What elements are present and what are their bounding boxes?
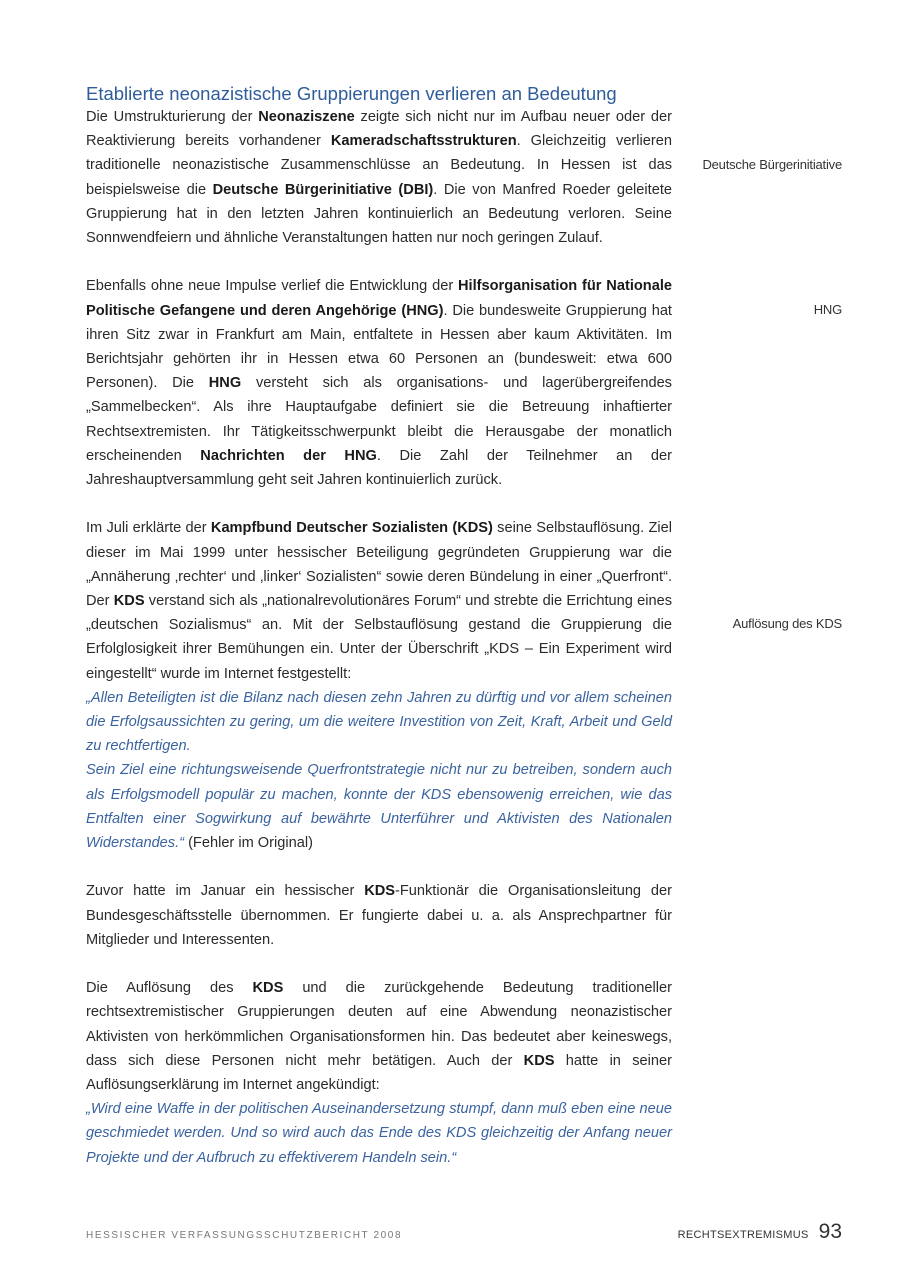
margin-note-dbi: Deutsche Bürgerinitiative (702, 157, 842, 172)
section-heading: Etablierte neonazistische Gruppierungen verlieren an Bedeutung (86, 83, 617, 104)
bold-term: Deutsche Bürgerinitiative (DBI) (212, 181, 434, 198)
text: hatte in seiner Auflösungserklärung im Internet angekündigt: (86, 1052, 672, 1094)
paragraph-kds-dissolution (86, 976, 672, 1097)
bold-term: HNG (208, 375, 242, 392)
paragraph-kds-functionary (86, 879, 672, 952)
text: zeigte sich nicht nur im Aufbau neuer oder der Reaktivierung bereits vorhandener (86, 109, 672, 150)
quote-kds-1: „Allen Beteiligten ist die Bilanz nach diesen zehn Jahren zu dürftig und vor allem scheinen die Erfolgsaussichten zu gering, um die weitere Investition von Zeit, Kraft, Arbeit und Geld zu rechtfertigen. (86, 689, 672, 755)
text: seine Selbstauflösung. Ziel dieser im Mai 1999 unter hessischer Beteiligung gegründeten Gruppierung war die „Annäherung ‚rechter‘ und ‚linker‘ Sozialisten“ sowie deren Bündelung in einer „Querfront“. Der (86, 520, 672, 610)
original-error-note: (Fehler im Original) (184, 835, 313, 852)
footer-report-title: HESSISCHER VERFASSUNGSSCHUTZBERICHT 2008 (86, 1230, 403, 1241)
quote-kds-3: „Wird eine Waffe in der politischen Auseinandersetzung stumpf, dann muß eben eine neue geschmiedet werden. Und so wird auch das Ende des KDS gleichzeitig der Anfang neuer Projekte und der Aufbruch zu effektiverem Handeln sein.“ (86, 1101, 672, 1166)
quote-kds-2: Sein Ziel eine richtungsweisende Querfrontstrategie nicht nur zu betreiben, sondern auch als Erfolgsmodell populär zu machen, konnte der KDS ebensowenig erreichen, wie das Entfalten einer Sogwirkung auf bewährte Unterführer und Aktivisten des Nationalen Widerstandes.“ (86, 762, 672, 852)
bold-term: Kameradschaftsstrukturen (330, 133, 517, 150)
body-text (86, 105, 672, 1170)
paragraph-kds (86, 516, 672, 685)
margin-note-kds: Auflösung des KDS (732, 616, 842, 631)
text: Die Auflösung des (86, 980, 253, 997)
quote-kds-2-wrap (86, 758, 672, 855)
text: . Die von Manfred Roeder geleitete Gruppierung hat in den letzten Jahren kontinuierlich an Bedeutung verloren. Seine Sonnwendfeiern und ähnliche Veranstaltungen hatten nur noch geringen Zulauf. (86, 181, 672, 247)
text: . Gleichzeitig verlieren traditionelle neonazistische Zusammenschlüsse an Bedeutung. In Hessen ist das beispielsweise die (86, 133, 672, 198)
bold-term: Nachrichten der HNG (200, 447, 377, 464)
bold-term: Kampfbund Deutscher Sozialisten (KDS) (210, 520, 493, 537)
paragraph-hng (86, 274, 672, 492)
page-number: 93 (818, 1220, 842, 1243)
text: Im Juli erklärte der (86, 520, 211, 537)
text: versteht sich als organisations- und lagerübergreifendes „Sammelbecken“. Als ihre Hauptaufgabe definiert sie die Betreuung inhaftierter Rechtsextremisten. Ihr Tätigkeitsschwerpunkt bleibt die Herausgabe der monatlich erscheinenden (86, 375, 672, 464)
text: . Die Zahl der Teilnehmer an der Jahreshauptversammlung geht seit Jahren kontinuierlich zurück. (86, 447, 673, 489)
footer-section-name: RECHTSEXTREMISMUS (677, 1229, 809, 1241)
bold-term: KDS (364, 883, 395, 900)
footer-right (678, 1220, 842, 1244)
text: -Funktionär die Organisationsleitung der Bundesgeschäftsstelle übernommen. Er fungierte dabei u. a. als Ansprechpartner für Mitglieder und Interessenten. (86, 883, 673, 948)
text: verstand sich als „nationalrevolutionäres Forum“ und strebte die Errichtung eines „deutschen Sozialismus“ an. Mit der Selbstauflösung gestand die Gruppierung die Erfolglosigkeit ihrer Bemühungen ein. Unter der Überschrift „KDS – Ein Experiment wird eingestellt“ wurde im Internet festgestellt: (86, 593, 672, 682)
text: und die zurückgehende Bedeutung traditioneller rechtsextremistischer Gruppierungen deuten auf eine Abwendung neonazistischer Aktivisten von herkömmlichen Organisationsformen hin. Das bedeutet aber keineswegs, dass sich diese Personen nicht mehr betätigen. Auch der (86, 980, 672, 1069)
bold-term: KDS (523, 1052, 555, 1069)
text: Ebenfalls ohne neue Impulse verlief die Entwicklung der (86, 278, 459, 295)
bold-term: Neonaziszene (258, 109, 355, 125)
bold-term: Hilfsorganisation für Nationale Politische Gefangene und deren Angehörige (HNG) (86, 278, 672, 319)
bold-term: KDS (113, 593, 145, 610)
margin-note-hng: HNG (813, 302, 842, 317)
bold-term: KDS (252, 980, 284, 997)
paragraph-dbi (86, 105, 672, 250)
text: Die Umstrukturierung der (86, 109, 259, 125)
text: . Die bundesweite Gruppierung hat ihren Sitz zwar in Frankfurt am Main, entfaltete in Hessen aber kaum Aktivitäten. Im Berichtsjahr gehörten ihr in Hessen etwa 60 Personen an (bundesweit: etwa 600 Personen). Die (86, 302, 672, 392)
text: Zuvor hatte im Januar ein hessischer (86, 883, 365, 900)
